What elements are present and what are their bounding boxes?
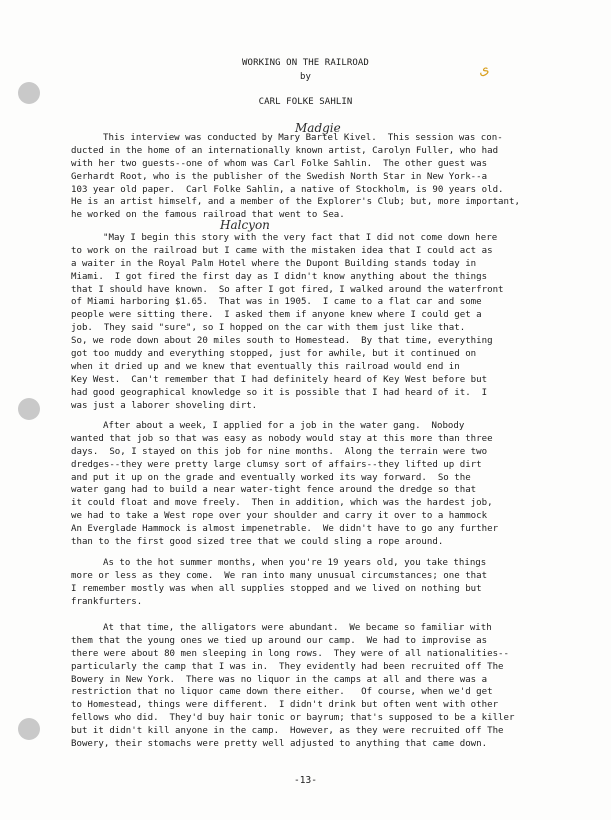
text-line: than to the first good sized tree that we could sling a rope around. xyxy=(71,537,444,548)
paragraph-alligators xyxy=(71,622,571,751)
text-line: them that the young ones we tied up around our camp. We had to improvise as xyxy=(71,635,488,646)
text-line: frankfurters. xyxy=(71,596,143,607)
text-line: 103 year old paper. Carl Folke Sahlin, a native of Stockholm, is 90 years old. xyxy=(71,184,504,195)
text-line: we had to take a West rope over your shoulder and carry it over to a hammock xyxy=(71,511,488,522)
text-line: So, we rode down about 20 miles south to Homestead. By that time, everything xyxy=(71,336,493,347)
text-line: dredges--they were pretty large clumsy sort of affairs--they lifted up dirt xyxy=(71,459,482,470)
byline-by: by xyxy=(299,72,312,82)
paragraph-water-gang xyxy=(71,420,571,549)
text-line: water gang had to build a near water-tight fence around the dredge so that xyxy=(71,485,477,496)
text-line: he worked on the famous railroad that went to Sea. xyxy=(71,210,345,221)
text-line: Gerhardt Root, who is the publisher of the Swedish North Star in New York--a xyxy=(71,171,488,182)
text-line: Bowery in New York. There was no liquor in the camps at all and there was a xyxy=(71,674,488,685)
text-line: As to the hot summer months, when you're 19 years old, you take things xyxy=(103,558,487,568)
pen-mark: ی xyxy=(475,60,492,80)
paragraph-summer xyxy=(71,557,571,609)
text-line: of Miami harboring $1.65. That was in 1905. I came to a flat car and some xyxy=(71,297,482,308)
text-line: fellows who did. They'd buy hair tonic or bayrum; that's supposed to be a killer xyxy=(71,713,515,724)
handwritten-correction-madgie: Madgie xyxy=(295,121,341,135)
text-line: it could float and move freely. Then in addition, which was the hardest job, xyxy=(71,498,493,509)
text-line: I remember mostly was when all supplies stopped and we lived on nothing but xyxy=(71,583,482,594)
text-line: After about a week, I applied for a job in the water gang. Nobody xyxy=(103,421,465,431)
text-line: particularly the camp that I was in. They evidently had been recruited off The xyxy=(71,661,504,672)
text-line: got too muddy and everything stopped, just for awhile, but it continued on xyxy=(71,349,477,360)
text-line: An Everglade Hammock is almost impenetrable. We didn't have to go any further xyxy=(71,524,499,535)
text-line: wanted that job so that was easy as nobody would stay at this more than three xyxy=(71,433,493,444)
text-line: restriction that no liquor came down there either. Of course, when we'd get xyxy=(71,687,493,698)
text-line: people were sitting there. I asked them if anyone knew where I could get a xyxy=(71,310,482,321)
binder-hole-middle xyxy=(18,398,40,420)
author-name: CARL FOLKE SAHLIN xyxy=(258,97,353,107)
document-title: WORKING ON THE RAILROAD xyxy=(242,58,369,68)
text-line: had good geographical knowledge so it is possible that I had heard of it. I xyxy=(71,387,488,398)
text-line: He is an artist himself, and a member of the Explorer's Club; but, more important, xyxy=(71,197,520,208)
text-line: there were about 80 men sleeping in long rows. They were of all nationalities-- xyxy=(71,648,509,659)
paragraph-railroad-start xyxy=(71,232,571,412)
text-line: that I should have known. So after I got fired, I walked around the waterfront xyxy=(71,284,504,295)
text-line: and put it up on the grade and eventually worked its way forward. So the xyxy=(71,472,471,483)
text-line: "May I begin this story with the very fact that I did not come down here xyxy=(103,233,498,243)
text-line: was just a laborer shoveling dirt. xyxy=(71,400,258,411)
text-line: to Homestead, things were different. I didn't drink but often went with other xyxy=(71,700,499,711)
text-line: when it dried up and we knew that eventually this railroad would end in xyxy=(71,361,460,372)
text-line: with her two guests--one of whom was Carl Folke Sahlin. The other guest was xyxy=(71,158,488,169)
text-line: This interview was conducted by Mary Bartel Kivel. This session was con- xyxy=(103,133,503,143)
binder-hole-bottom xyxy=(18,718,40,740)
text-line: Bowery, their stomachs were pretty well adjusted to anything that came down. xyxy=(71,739,488,750)
text-line: to work on the railroad but I came with the mistaken idea that I could act as xyxy=(71,245,493,256)
text-line: job. They said "sure", so I hopped on the car with them just like that. xyxy=(71,323,466,334)
text-line: days. So, I stayed on this job for nine months. Along the terrain were two xyxy=(71,446,488,457)
text-line: more or less as they come. We ran into many unusual circumstances; one that xyxy=(71,570,488,581)
text-line: Miami. I got fired the first day as I didn't know anything about the things xyxy=(71,271,488,282)
text-line: ducted in the home of an internationally known artist, Carolyn Fuller, who had xyxy=(71,145,499,156)
text-line: a waiter in the Royal Palm Hotel where the Dupont Building stands today in xyxy=(71,258,477,269)
page-number: -13- xyxy=(294,775,317,786)
paragraph-intro xyxy=(71,132,571,222)
handwritten-correction-halcyon: Halcyon xyxy=(220,218,270,232)
text-line: At that time, the alligators were abundant. We became so familiar with xyxy=(103,623,492,633)
text-line: Key West. Can't remember that I had definitely heard of Key West before but xyxy=(71,374,488,385)
text-line: but it didn't kill anyone in the camp. However, as they were recruited off The xyxy=(71,726,504,737)
